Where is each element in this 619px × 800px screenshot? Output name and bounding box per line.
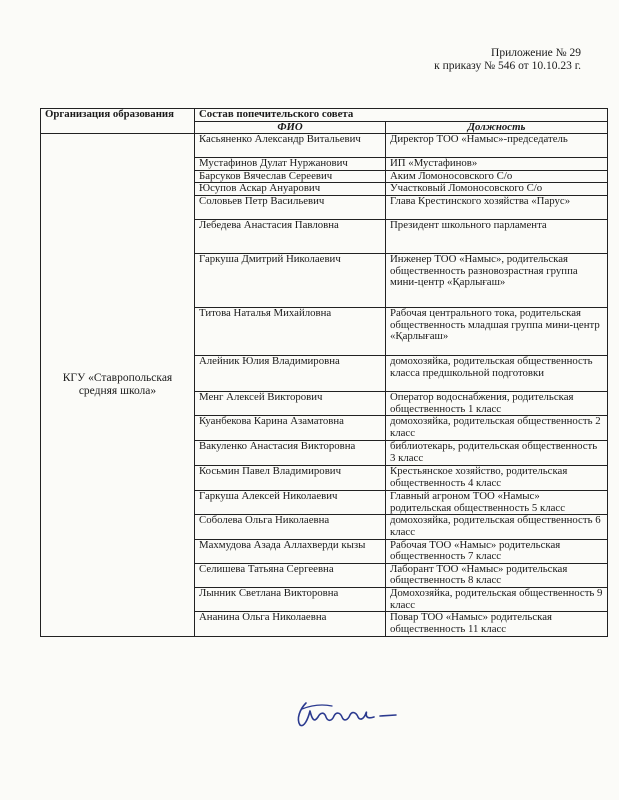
member-fio: Соболева Ольга Николаевна <box>195 515 386 539</box>
member-position: Оператор водоснабжения, родительская общественность 1 класс <box>386 391 608 415</box>
organization-name: КГУ «Ставропольская средняя школа» <box>41 134 195 637</box>
member-position: Президент школьного парламента <box>386 219 608 253</box>
member-position: Рабочая центрального тока, родительская общественность младшая группа мини-центр «Қарлығаш» <box>386 307 608 355</box>
column-header-organization: Организация образования <box>41 109 195 134</box>
member-position: Повар ТОО «Намыс» родительская общественность 11 класс <box>386 612 608 637</box>
member-fio: Косьмин Павел Владимирович <box>195 466 386 491</box>
member-position: домохозяйка, родительская общественность 2 класс <box>386 416 608 441</box>
member-position: Рабочая ТОО «Намыс» родительская общественность 7 класс <box>386 539 608 563</box>
member-position: Аким Ломоносовского С/о <box>386 170 608 183</box>
annex-header <box>434 47 581 73</box>
member-position: библиотекарь, родительская общественность 3 класс <box>386 441 608 466</box>
member-position: Крестьянское хозяйство, родительская общественность 4 класс <box>386 466 608 491</box>
member-fio: Куанбекова Карина Азаматовна <box>195 416 386 441</box>
board-of-trustees-table <box>40 108 608 637</box>
annex-number: Приложение № 29 <box>491 47 581 59</box>
member-position: Участковый Ломоносовского С/о <box>386 183 608 196</box>
member-fio: Соловьев Петр Васильевич <box>195 195 386 219</box>
member-fio: Селишева Татьяна Сергеевна <box>195 563 386 587</box>
signature-image <box>292 695 412 731</box>
member-position: Директор ТОО «Намыс»-председатель <box>386 134 608 158</box>
member-position: домохозяйка, родительская общественность 6 класс <box>386 515 608 539</box>
column-header-position: Должность <box>386 121 608 134</box>
member-position: Домохозяйка, родительская общественность 9 класс <box>386 587 608 611</box>
member-fio: Касьяненко Александр Витальевич <box>195 134 386 158</box>
annex-order-reference: к приказу № 546 от 10.10.23 г. <box>434 60 581 72</box>
column-header-composition: Состав попечительского совета <box>195 109 608 122</box>
member-fio: Лебедева Анастасия Павловна <box>195 219 386 253</box>
member-fio: Титова Наталья Михайловна <box>195 307 386 355</box>
member-fio: Ананина Ольга Николаевна <box>195 612 386 637</box>
member-fio: Мустафинов Дулат Нуржанович <box>195 158 386 171</box>
member-position: Инженер ТОО «Намыс», родительская общественность разновозрастная группа мини-центр «Қарлығаш» <box>386 253 608 307</box>
member-fio: Лынник Светлана Викторовна <box>195 587 386 611</box>
member-position: Главный агроном ТОО «Намыс» родительская общественность 5 класс <box>386 491 608 515</box>
member-fio: Менг Алексей Викторович <box>195 391 386 415</box>
member-fio: Гаркуша Дмитрий Николаевич <box>195 253 386 307</box>
member-fio: Алейник Юлия Владимировна <box>195 355 386 391</box>
member-fio: Вакуленко Анастасия Викторовна <box>195 441 386 466</box>
table-header-row <box>41 109 608 122</box>
member-fio: Гаркуша Алексей Николаевич <box>195 491 386 515</box>
table-row <box>41 134 608 158</box>
member-fio: Махмудова Азада Аллахверди кызы <box>195 539 386 563</box>
member-position: Лаборант ТОО «Намыс» родительская общественность 8 класс <box>386 563 608 587</box>
member-fio: Барсуков Вячеслав Сереевич <box>195 170 386 183</box>
member-position: домохозяйка, родительская общественность класса предшкольной подготовки <box>386 355 608 391</box>
member-position: ИП «Мустафинов» <box>386 158 608 171</box>
column-header-fio: ФИО <box>195 121 386 134</box>
member-fio: Юсупов Аскар Ануарович <box>195 183 386 196</box>
member-position: Глава Крестинского хозяйства «Парус» <box>386 195 608 219</box>
